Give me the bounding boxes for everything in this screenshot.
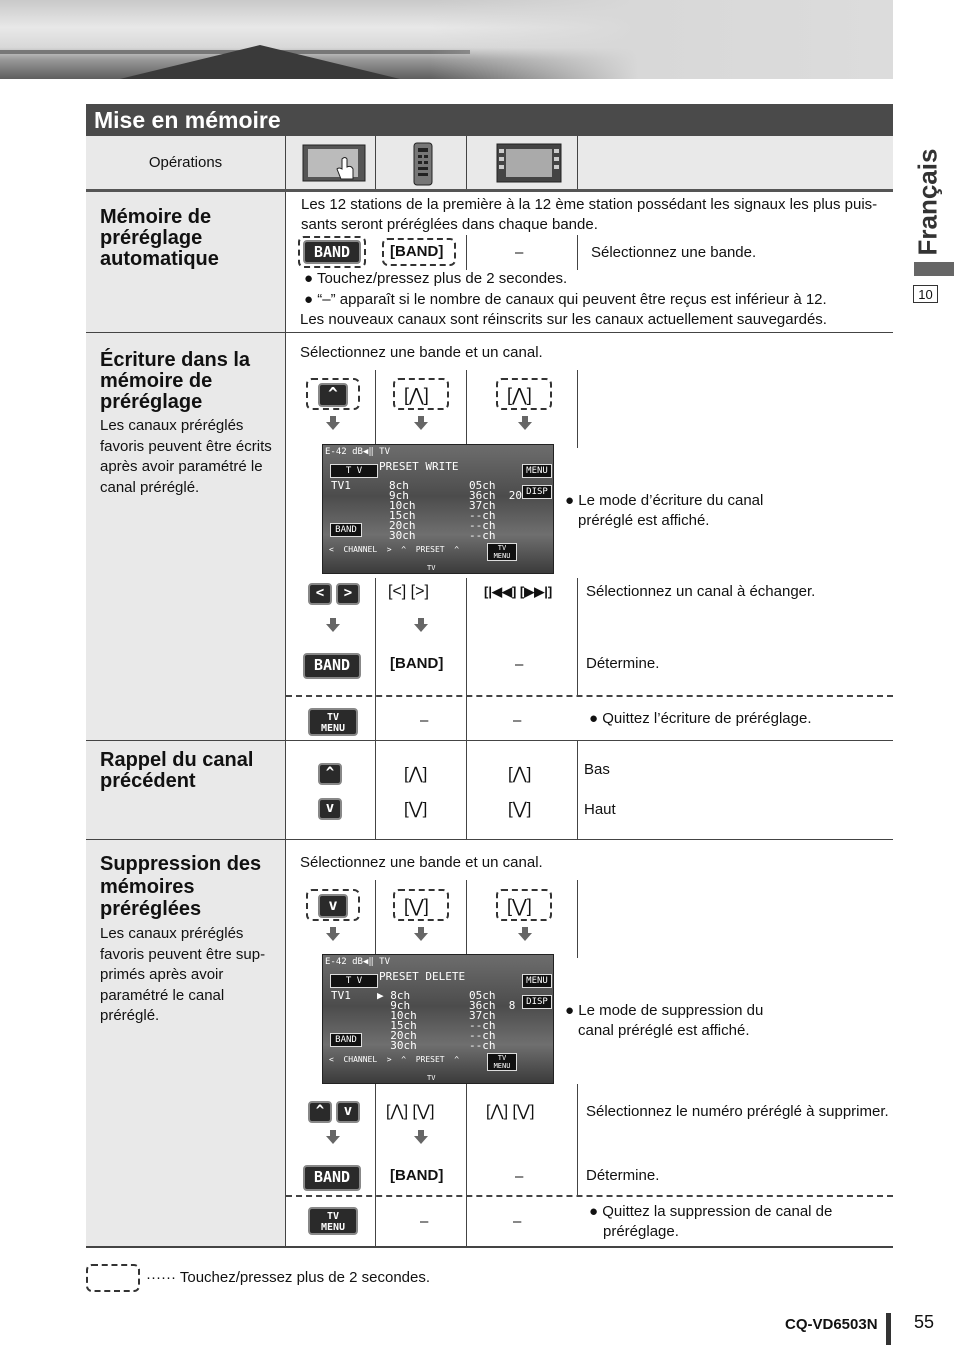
remote-control-icon (413, 142, 433, 186)
remote-up-key: [⋀] (404, 764, 428, 783)
touchscreen-icon (302, 143, 366, 183)
tv-menu-button[interactable]: TV MENU (308, 708, 358, 736)
remote-band-key: [BAND] (390, 655, 444, 672)
row4-title: Suppression des mémoires préréglées (100, 853, 262, 920)
row2-exit-note: ● Quittez l’écriture de préréglage. (589, 710, 812, 727)
page-number: 55 (914, 1312, 935, 1332)
down-button[interactable]: v (318, 894, 348, 918)
row4-band-action: Détermine. (586, 1167, 660, 1184)
right-button[interactable]: > (336, 583, 360, 605)
arrow-down-icon (518, 927, 532, 941)
tv-menu-button[interactable]: TV MENU (308, 1207, 358, 1235)
monitor-panel-icon (496, 143, 562, 183)
panel-dash: – (513, 712, 522, 729)
operations-label: Opérations (148, 154, 223, 171)
language-tab-bar (914, 262, 954, 276)
arrow-down-icon (518, 416, 532, 430)
panel-seek-keys: [|◀◀] [▶▶|] (484, 584, 553, 599)
header-photo (0, 0, 893, 79)
panel-up-key: [⋀] (508, 764, 532, 783)
row3-title: Rappel du canal précédent (100, 749, 254, 792)
remote-dash: – (420, 712, 429, 729)
row4-ud-action: Sélectionnez le numéro préréglé à supprimer. (586, 1103, 889, 1120)
remote-dash: – (420, 1213, 429, 1230)
band-button[interactable]: BAND (303, 1165, 361, 1191)
up-button[interactable]: ^ (318, 763, 342, 785)
panel-dash: – (515, 656, 524, 673)
remote-band-key: [BAND] (390, 1167, 444, 1184)
panel-up-key: [⋀] (507, 385, 532, 405)
row4-exit-note: ● Quittez la suppression de canal de préréglage. (589, 1203, 833, 1240)
panel-dash: – (515, 1168, 524, 1185)
arrow-down-icon (414, 416, 428, 430)
panel-dash: – (513, 1213, 522, 1230)
preset-delete-screen: E-42 dB◀‖ TV T V PRESET DELETE MENU DISP TV1 ▶ 8ch 9ch 10ch 15ch 20ch 30ch 05ch 36ch 8 37ch --ch --ch --ch BAND < CHANNEL > ^ PRESET ^ TV MENU TV (322, 954, 554, 1084)
row1-intro: Les 12 stations de la première à la 12 ème station possédant les signaux les plus puis- sants seront préréglées dans chaque bande. (301, 196, 878, 233)
hold-legend-frame (86, 1264, 140, 1292)
up-button[interactable]: ^ (308, 1101, 332, 1123)
row1-note-dash: ● “–” apparaît si le nombre de canaux qui peuvent être reçus est inférieur à 12. (304, 291, 827, 308)
row1-note-rewrite: Les nouveaux canaux sont réinscrits sur les canaux actuellement sauvegardés. (300, 311, 827, 328)
remote-up-key: [⋀] (404, 385, 429, 405)
panel-down-key: [⋁] (508, 799, 532, 818)
left-button[interactable]: < (308, 583, 332, 605)
arrow-down-icon (326, 1130, 340, 1144)
down-button[interactable]: v (336, 1101, 360, 1123)
arrow-down-icon (414, 927, 428, 941)
remote-down-key: [⋁] (404, 799, 428, 818)
band-button[interactable]: BAND (303, 240, 361, 264)
row1-title: Mémoire de préréglage automatique (100, 206, 219, 270)
section-title: Mise en mémoire (86, 104, 893, 136)
row1-action: Sélectionnez une bande. (591, 244, 757, 261)
language-tab: Français (912, 148, 943, 256)
panel-up-down-keys: [⋀] [⋁] (486, 1103, 535, 1120)
row2-band-action: Détermine. (586, 655, 660, 672)
write-mode-note: ● Le mode d’écriture du canal préréglé est affiché. (565, 492, 764, 529)
row3-up-label: Bas (584, 761, 610, 778)
remote-left-right-keys: [<] [>] (388, 583, 429, 600)
section-index-badge: 10 (913, 285, 938, 303)
hold-legend-text: ······ Touchez/pressez plus de 2 secondes. (146, 1269, 431, 1286)
row2-title: Écriture dans la mémoire de préréglage (100, 349, 251, 413)
arrow-down-icon (414, 1130, 428, 1144)
row2-intro: Sélectionnez une bande et un canal. (300, 344, 543, 361)
arrow-down-icon (326, 927, 340, 941)
remote-up-down-keys: [⋀] [⋁] (386, 1103, 435, 1120)
remote-band-key: [BAND] (390, 243, 444, 260)
arrow-down-icon (414, 618, 428, 632)
band-button[interactable]: BAND (303, 653, 361, 679)
row2-description: Les canaux préréglés favoris peuvent être écrits après avoir paramétré le canal préréglé. (100, 417, 272, 496)
row2-lr-action: Sélectionnez un canal à échanger. (586, 583, 816, 600)
arrow-down-icon (326, 416, 340, 430)
footer-divider (886, 1313, 891, 1345)
down-button[interactable]: v (318, 798, 342, 820)
row3-down-label: Haut (584, 801, 616, 818)
row4-description: Les canaux préréglés favoris peuvent être sup- primés après avoir paramétré le canal préréglé. (100, 925, 266, 1024)
arrow-down-icon (326, 618, 340, 632)
panel-down-key: [⋁] (507, 896, 532, 916)
preset-write-screen: E-42 dB◀‖ TV T V PRESET WRITE MENU DISP TV1 8ch 9ch 10ch 15ch 20ch 30ch 05ch 36ch 20 37ch --ch --ch --ch BAND < CHANNEL > ^ PRESET ^ TV MENU TV (322, 444, 554, 574)
delete-mode-note: ● Le mode de suppression du canal préréglé est affiché. (565, 1002, 764, 1039)
model-number: CQ-VD6503N (785, 1316, 878, 1333)
row4-intro: Sélectionnez une bande et un canal. (300, 854, 543, 871)
up-button[interactable]: ^ (318, 383, 348, 407)
remote-down-key: [⋁] (404, 896, 429, 916)
panel-dash: – (515, 244, 524, 261)
row1-note-hold: ● Touchez/pressez plus de 2 secondes. (304, 270, 568, 287)
